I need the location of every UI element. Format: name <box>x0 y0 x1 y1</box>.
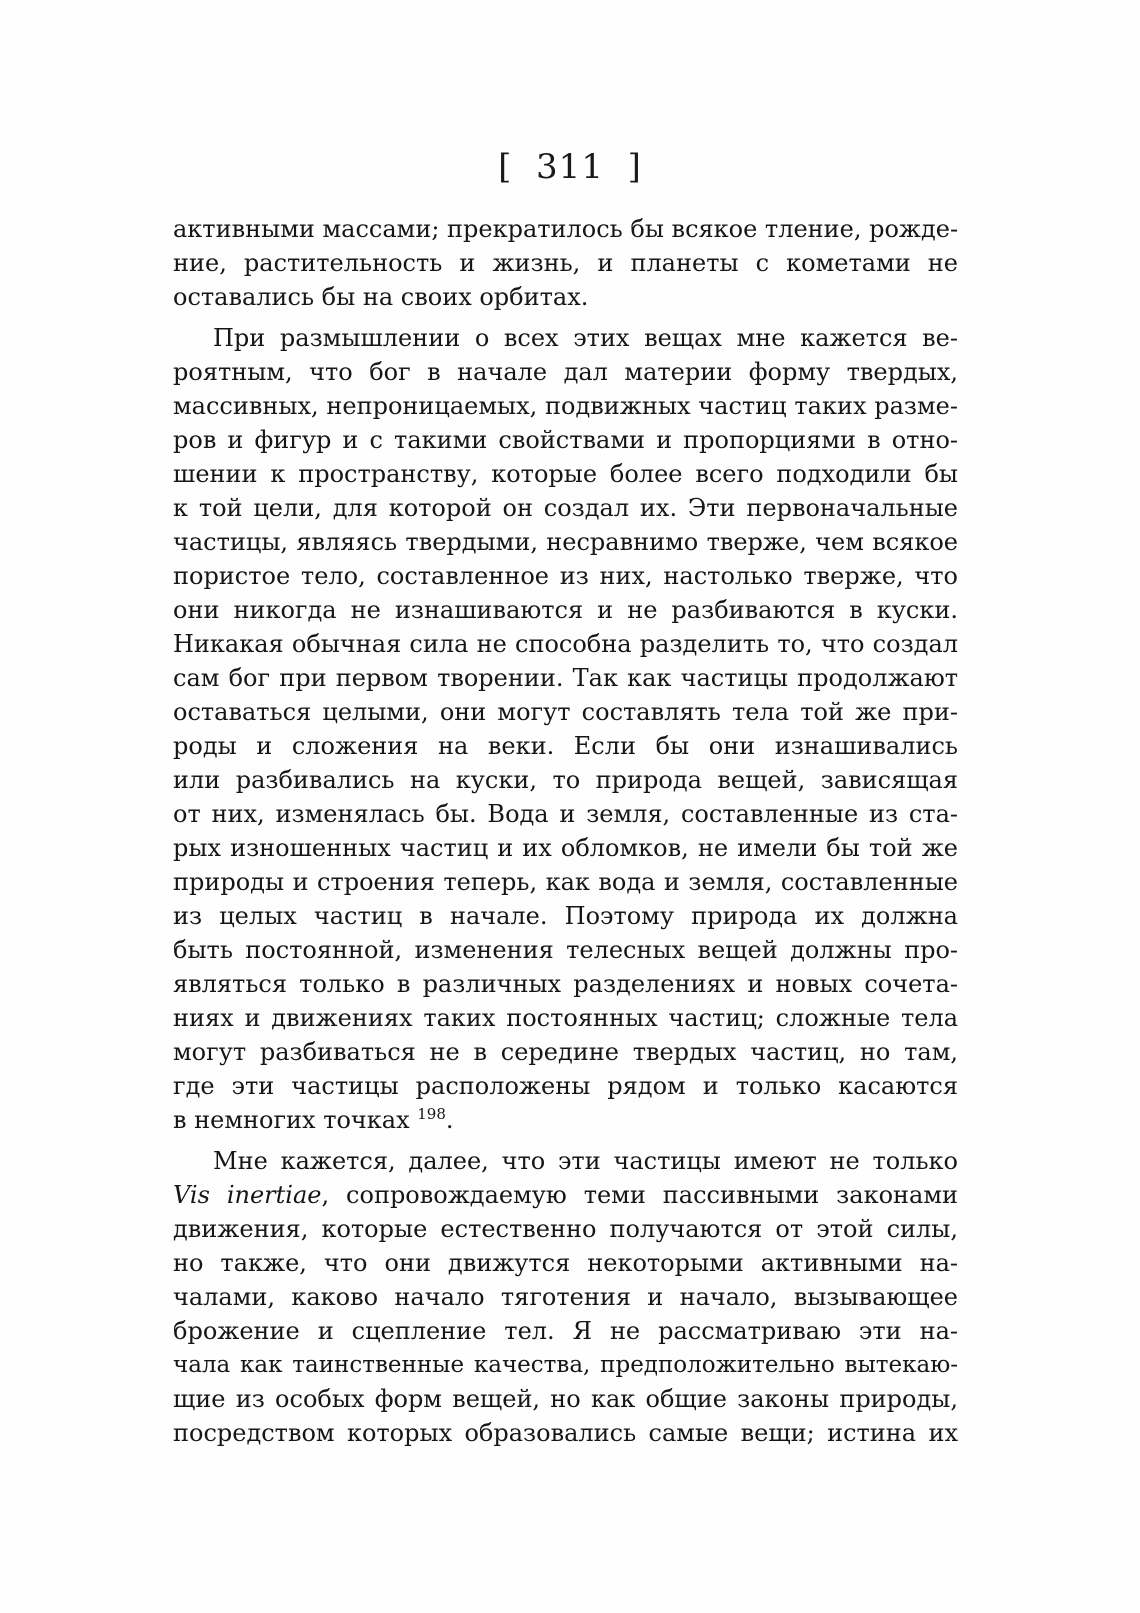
text-line: природы и строения теперь, как вода и земля, составленные <box>173 868 958 896</box>
text-fragment: , сопровождаемую теми пассивными законами <box>321 1181 958 1209</box>
text-line: от них, изменялась бы. Вода и земля, составленные из ста- <box>173 800 958 828</box>
text-line: шении к пространству, которые более всего подходили бы <box>173 460 958 488</box>
text-line: Мне кажется, далее, что эти частицы имеют не только <box>213 1147 958 1175</box>
text-line: могут разбиваться не в середине твердых частиц, но там, <box>173 1038 958 1066</box>
text-line: рых изношенных частиц и их обломков, не имели бы той же <box>173 834 958 862</box>
text-line: где эти частицы расположены рядом и только касаются <box>173 1072 958 1100</box>
text-line: но также, что они движутся некоторыми активными на- <box>173 1249 958 1277</box>
text-fragment: . <box>445 1106 454 1134</box>
text-line: При размышлении о всех этих вещах мне кажется ве- <box>213 324 958 352</box>
text-line: роды и сложения на веки. Если бы они изнашивались <box>173 732 958 760</box>
text-fragment: в немногих точках <box>173 1106 410 1134</box>
paragraph <box>173 212 958 314</box>
text-line: движения, которые естественно получаются от этой силы, <box>173 1215 958 1243</box>
text-line: ние, растительность и жизнь, и планеты с кометами не <box>173 249 958 277</box>
text-line: быть постоянной, изменения телесных вещей должны про- <box>173 936 958 964</box>
text-line: роятным, что бог в начале дал материи форму твердых, <box>173 358 958 386</box>
paragraph <box>173 321 958 1137</box>
page-number: [ 311 ] <box>498 147 642 187</box>
text-line: щие из особых форм вещей, но как общие законы природы, <box>173 1385 958 1413</box>
text-line: сам бог при первом творении. Так как частицы продолжают <box>173 664 958 692</box>
text-line <box>173 1178 958 1212</box>
text-line: к той цели, для которой он создал их. Эти первоначальные <box>173 494 958 522</box>
text-line: из целых частиц в начале. Поэтому природа их должна <box>173 902 958 930</box>
text-line: пористое тело, составленное из них, настолько тверже, что <box>173 562 958 590</box>
text-line: ров и фигур и с такими свойствами и пропорциями в отно- <box>173 426 958 454</box>
text-line: массивных, непроницаемых, подвижных частиц таких разме- <box>173 392 958 420</box>
text-line <box>173 1103 958 1137</box>
text-line: оставаться целыми, они могут составлять тела той же при- <box>173 698 958 726</box>
text-line: оставались бы на своих орбитах. <box>173 283 589 311</box>
text-line: они никогда не изнашиваются и не разбиваются в куски. <box>173 596 958 624</box>
text-line: Никакая обычная сила не способна разделить то, что создал <box>173 630 958 658</box>
latin-term: Vis inertiae <box>173 1181 322 1209</box>
text-line: посредством которых образовались самые вещи; истина их <box>173 1419 958 1447</box>
text-line: или разбивались на куски, то природа вещей, зависящая <box>173 766 958 794</box>
text-line: активными массами; прекратилось бы всякое тление, рожде- <box>173 215 958 243</box>
text-line: чалами, каково начало тяготения и начало, вызывающее <box>173 1283 958 1311</box>
text-line: являться только в различных разделениях и новых сочета- <box>173 970 958 998</box>
text-line: чала как таинственные качества, предположительно вытекаю- <box>173 1352 958 1378</box>
text-line: брожение и сцепление тел. Я не рассматриваю эти на- <box>173 1317 958 1345</box>
text-line: частицы, являясь твердыми, несравнимо тверже, чем всякое <box>173 528 958 556</box>
text-body <box>173 212 958 1450</box>
text-line: ниях и движениях таких постоянных частиц; сложные тела <box>173 1004 958 1032</box>
footnote-reference: 198 <box>417 1105 446 1123</box>
paragraph <box>173 1144 958 1450</box>
